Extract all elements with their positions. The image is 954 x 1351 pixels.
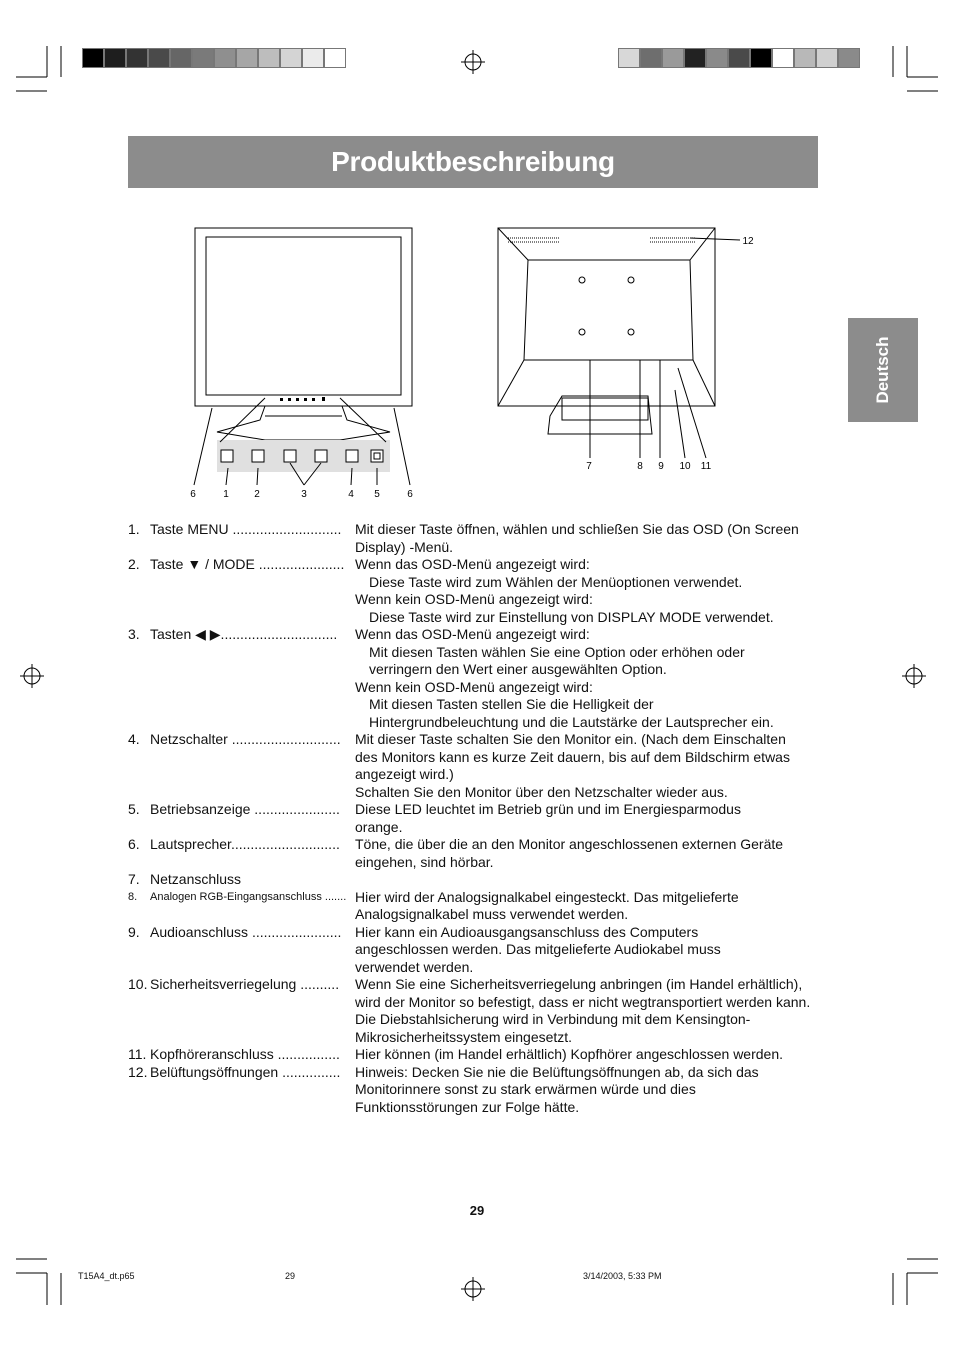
monitor-front-diagram [180, 220, 440, 510]
description-line: verringern den Wert einer ausgewählten Option. [369, 661, 667, 677]
description-line: Mit diesen Tasten stellen Sie die Helligkeit der [369, 696, 654, 712]
description-line: Wenn das OSD-Menü angezeigt wird: [355, 556, 590, 572]
item-label [128, 521, 355, 556]
color-swatch [192, 48, 214, 68]
item-label-text: Taste ▼ / MODE ...................... [150, 556, 345, 572]
description-line: Mit dieser Taste öffnen, wählen und schließen Sie das OSD (On Screen [355, 521, 799, 537]
list-item [128, 626, 828, 731]
color-swatch [838, 48, 860, 68]
description-line: Diese Taste wird zum Wählen der Menüoptionen verwendet. [369, 573, 743, 590]
item-number: 5. [128, 801, 140, 817]
color-swatch [258, 48, 280, 68]
description-line: Mit diesen Tasten wählen Sie eine Option oder erhöhen oder [369, 643, 745, 660]
description-line: angezeigt wird.) [355, 766, 454, 782]
item-label [128, 1064, 355, 1117]
front-label: 2 [254, 489, 260, 500]
item-number: 4. [128, 731, 140, 747]
description-line: Hier können (im Handel erhältlich) Kopfhörer angeschlossen werden. [355, 1046, 784, 1062]
language-tab-label: Deutsch [873, 336, 892, 404]
description-line: Diese LED leuchtet im Betrieb grün und im Energiesparmodus [355, 801, 741, 817]
color-swatch [104, 48, 126, 68]
item-label [128, 871, 355, 889]
item-label [128, 731, 355, 801]
color-swatch [750, 48, 772, 68]
description-line: Hintergrundbeleuchtung und die Lautstärke der Lautsprecher ein. [369, 713, 774, 730]
item-number: 7. [128, 871, 140, 887]
item-label-text: Netzanschluss [150, 871, 242, 887]
description-line: angeschlossen werden. Das mitgelieferte Audiokabel muss [355, 941, 721, 957]
item-number: 3. [128, 626, 140, 642]
item-number: 10. [128, 976, 148, 992]
item-label-text: Tasten ◀ ▶.............................. [150, 626, 338, 642]
item-number: 11. [128, 1046, 147, 1062]
item-label-text: Belüftungsöffnungen ............... [150, 1063, 341, 1080]
item-number: 9. [128, 923, 140, 940]
description-line: Mit dieser Taste schalten Sie den Monitor ein. (Nach dem Einschalten [355, 731, 786, 747]
item-number: 6. [128, 836, 140, 852]
front-label: 4 [348, 489, 354, 500]
description-line: Monitorinnere sonst zu stark erwärmen würde und dies [355, 1081, 696, 1097]
item-label [128, 626, 355, 731]
description-line: Hier wird der Analogsignalkabel eingesteckt. Das mitgelieferte [355, 888, 739, 905]
list-item [128, 556, 828, 626]
item-description [355, 556, 828, 626]
description-line: des Monitors kann es kurze Zeit dauern, bis auf dem Bildschirm etwas [355, 748, 790, 765]
item-description [355, 801, 828, 836]
back-label: 8 [637, 461, 643, 472]
item-number: 1. [128, 521, 140, 537]
description-line: Wenn Sie eine Sicherheitsverriegelung anbringen (im Handel erhältlich), [355, 976, 803, 992]
page-number: 29 [469, 1203, 485, 1218]
list-item [128, 731, 828, 801]
color-swatch [126, 48, 148, 68]
color-swatch [324, 48, 346, 68]
color-swatch [148, 48, 170, 68]
item-label [128, 801, 355, 836]
color-swatch [684, 48, 706, 68]
description-line: Wenn das OSD-Menü angezeigt wird: [355, 626, 590, 642]
list-item [128, 521, 828, 556]
item-description [355, 1064, 828, 1117]
description-line: Hier kann ein Audioausgangsanschluss des Computers [355, 923, 699, 940]
page-title: Produktbeschreibung [331, 146, 615, 177]
back-label: 9 [658, 461, 664, 472]
item-description [355, 626, 828, 731]
color-swatch [280, 48, 302, 68]
front-label: 3 [301, 489, 307, 500]
footer-file: T15A4_dt.p65 [78, 1271, 135, 1281]
description-line: Wenn kein OSD-Menü angezeigt wird: [355, 678, 593, 695]
back-label: 10 [679, 461, 691, 472]
front-label: 5 [374, 489, 380, 500]
description-line: eingehen, sind hörbar. [355, 853, 494, 870]
list-item [128, 871, 828, 889]
item-label-text: Taste MENU ............................ [150, 521, 342, 537]
description-line: Töne, die über die an den Monitor angeschlossenen externen Geräte [355, 836, 784, 852]
front-label: 6 [407, 489, 413, 500]
color-swatch [236, 48, 258, 68]
item-number: 8. [128, 890, 138, 903]
list-item [128, 1046, 828, 1064]
item-label [128, 889, 355, 924]
item-number: 12. [128, 1063, 148, 1080]
description-line: Schalten Sie den Monitor über den Netzschalter wieder aus. [355, 783, 728, 800]
description-line: Funktionsstörungen zur Folge hätte. [355, 1098, 580, 1115]
footer-date: 3/14/2003, 5:33 PM [583, 1271, 662, 1281]
color-swatch [618, 48, 640, 68]
item-label [128, 924, 355, 977]
item-label-text: Audioanschluss ....................... [150, 923, 342, 940]
language-tab [848, 318, 918, 422]
title-bar [128, 136, 818, 188]
item-label [128, 556, 355, 626]
color-bar-right [618, 48, 860, 68]
item-label-text: Betriebsanzeige ...................... [150, 801, 340, 817]
list-item [128, 889, 828, 924]
back-label: 7 [586, 461, 592, 472]
item-number: 2. [128, 556, 140, 572]
item-label [128, 976, 355, 1046]
item-description [355, 889, 828, 924]
list-item [128, 1064, 828, 1117]
description-line: Wenn kein OSD-Menü angezeigt wird: [355, 591, 593, 607]
item-description [355, 521, 828, 556]
color-swatch [302, 48, 324, 68]
front-label: 6 [190, 489, 196, 500]
item-description [355, 871, 828, 889]
description-line: Diese Taste wird zur Einstellung von DISPLAY MODE verwendet. [369, 608, 774, 625]
list-item [128, 976, 828, 1046]
description-line: Analogsignalkabel muss verwendet werden. [355, 906, 629, 922]
item-description [355, 836, 828, 871]
description-line: Die Diebstahlsicherung wird in Verbindung mit dem Kensington- [355, 1011, 751, 1027]
item-label-text: Kopfhöreranschluss ................ [150, 1046, 340, 1062]
description-line: wird der Monitor so befestigt, dass er nicht wegtransportiert werden kann. [355, 993, 811, 1010]
color-swatch [706, 48, 728, 68]
item-label-text: Lautsprecher............................ [150, 836, 340, 852]
description-list [128, 521, 828, 1116]
front-label: 1 [223, 489, 229, 500]
color-swatch [170, 48, 192, 68]
description-line: Hinweis: Decken Sie nie die Belüftungsöffnungen ab, da sich das [355, 1063, 759, 1080]
list-item [128, 836, 828, 871]
description-line: Mikrosicherheitssystem eingesetzt. [355, 1028, 573, 1045]
color-swatch [794, 48, 816, 68]
item-label-text: Analogen RGB-Eingangsanschluss ....... [150, 890, 347, 903]
color-bar-left [82, 48, 346, 68]
color-swatch [772, 48, 794, 68]
back-label: 11 [700, 461, 712, 472]
description-line: Display) -Menü. [355, 538, 454, 555]
description-line: orange. [355, 818, 403, 835]
color-swatch [728, 48, 750, 68]
item-label [128, 1046, 355, 1064]
item-description [355, 976, 828, 1046]
item-label [128, 836, 355, 871]
description-line: verwendet werden. [355, 958, 474, 975]
list-item [128, 924, 828, 977]
back-label: 12 [742, 236, 754, 247]
item-label-text: Netzschalter ............................ [150, 731, 341, 747]
color-swatch [662, 48, 684, 68]
color-swatch [640, 48, 662, 68]
item-label-text: Sicherheitsverriegelung .......... [150, 976, 340, 992]
footer-page: 29 [285, 1271, 296, 1281]
list-item [128, 801, 828, 836]
item-description [355, 731, 828, 801]
item-description [355, 1046, 828, 1064]
color-swatch [816, 48, 838, 68]
color-swatch [214, 48, 236, 68]
color-swatch [82, 48, 104, 68]
monitor-back-diagram [490, 220, 770, 480]
item-description [355, 924, 828, 977]
